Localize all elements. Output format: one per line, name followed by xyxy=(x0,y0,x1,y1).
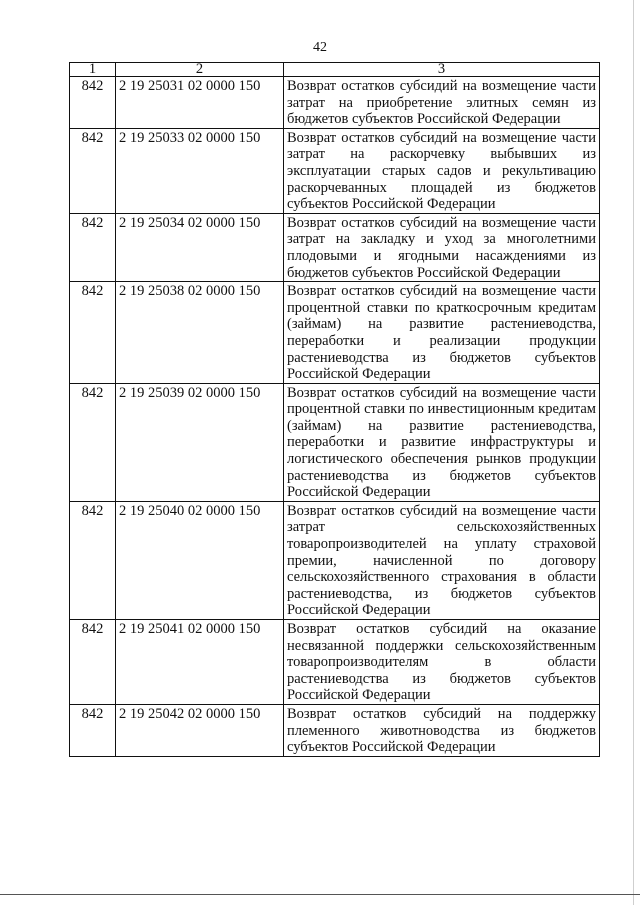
budget-code-cell: 2 19 25033 02 0000 150 xyxy=(116,128,284,213)
income-name-cell xyxy=(284,77,600,129)
income-name-cell xyxy=(284,501,600,619)
budget-code-cell: 2 19 25042 02 0000 150 xyxy=(116,704,284,756)
table-row xyxy=(70,704,600,756)
income-name-cell xyxy=(284,620,600,705)
income-name-cell xyxy=(284,213,600,281)
income-name-text: Возврат остатков субсидий на возмещение части затрат сельскохозяйственных товаропроизводителей на уплату страховой премии, начисленной по договору сельскохозяйственного страхования в области растениеводства, из бюджетов субъектов Российской Федерации xyxy=(287,502,596,619)
admin-code-cell: 842 xyxy=(70,620,116,705)
income-name-text: Возврат остатков субсидий на возмещение части процентной ставки по краткосрочным кредитам (займам) на развитие растениеводства, переработки и реализации продукции растениеводства из бюджетов субъектов Российской Федерации xyxy=(287,283,596,383)
income-name-cell xyxy=(284,282,600,384)
income-name-text: Возврат остатков субсидий на оказание несвязанной поддержки сельскохозяйственным товаропроизводителям в области растениеводства из бюджетов субъектов Российской Федерации xyxy=(287,621,596,704)
admin-code-cell: 842 xyxy=(70,704,116,756)
table-row xyxy=(70,383,600,501)
admin-code-cell: 842 xyxy=(70,501,116,619)
scan-edge-line xyxy=(633,0,634,905)
budget-code-cell: 2 19 25034 02 0000 150 xyxy=(116,213,284,281)
budget-code-cell: 2 19 25039 02 0000 150 xyxy=(116,383,284,501)
income-name-cell xyxy=(284,704,600,756)
income-name-cell xyxy=(284,128,600,213)
column-header-1: 1 xyxy=(70,63,116,77)
table-row xyxy=(70,77,600,129)
admin-code-cell: 842 xyxy=(70,383,116,501)
income-name-text: Возврат остатков субсидий на возмещение части затрат на приобретение элитных семян из бюджетов субъектов Российской Федерации xyxy=(287,78,596,128)
page-number: 42 xyxy=(313,40,327,55)
admin-code-cell: 842 xyxy=(70,128,116,213)
table-row xyxy=(70,213,600,281)
income-name-text: Возврат остатков субсидий на возмещение части затрат на закладку и уход за многолетними плодовыми и ягодными насаждениями из бюджетов субъектов Российской Федерации xyxy=(287,214,596,281)
column-header-2: 2 xyxy=(116,63,284,77)
income-name-text: Возврат остатков субсидий на возмещение части процентной ставки по инвестиционным кредитам (займам) на развитие растениеводства, переработки и развитие инфраструктуры и логистического обеспечения рынков продукции растениеводства из бюджетов субъектов Российской Федерации xyxy=(287,384,596,501)
income-name-text: Возврат остатков субсидий на поддержку племенного животноводства из бюджетов субъектов Российской Федерации xyxy=(287,705,596,756)
table-row xyxy=(70,501,600,619)
table-row xyxy=(70,128,600,213)
budget-code-cell: 2 19 25038 02 0000 150 xyxy=(116,282,284,384)
income-name-text: Возврат остатков субсидий на возмещение части затрат на раскорчевку выбывших из эксплуатации старых садов и рекультивацию раскорчеванных площадей из бюджетов субъектов Российской Федерации xyxy=(287,129,596,213)
admin-code-cell: 842 xyxy=(70,213,116,281)
admin-code-cell: 842 xyxy=(70,282,116,384)
budget-code-cell: 2 19 25040 02 0000 150 xyxy=(116,501,284,619)
column-header-3: 3 xyxy=(284,63,600,77)
budget-code-cell: 2 19 25041 02 0000 150 xyxy=(116,620,284,705)
table-row xyxy=(70,620,600,705)
income-name-cell xyxy=(284,383,600,501)
table-row xyxy=(70,282,600,384)
admin-code-cell: 842 xyxy=(70,77,116,129)
budget-code-cell: 2 19 25031 02 0000 150 xyxy=(116,77,284,129)
scan-bottom-line xyxy=(0,894,640,895)
budget-code-table xyxy=(69,62,600,757)
table-header-row xyxy=(70,63,600,77)
